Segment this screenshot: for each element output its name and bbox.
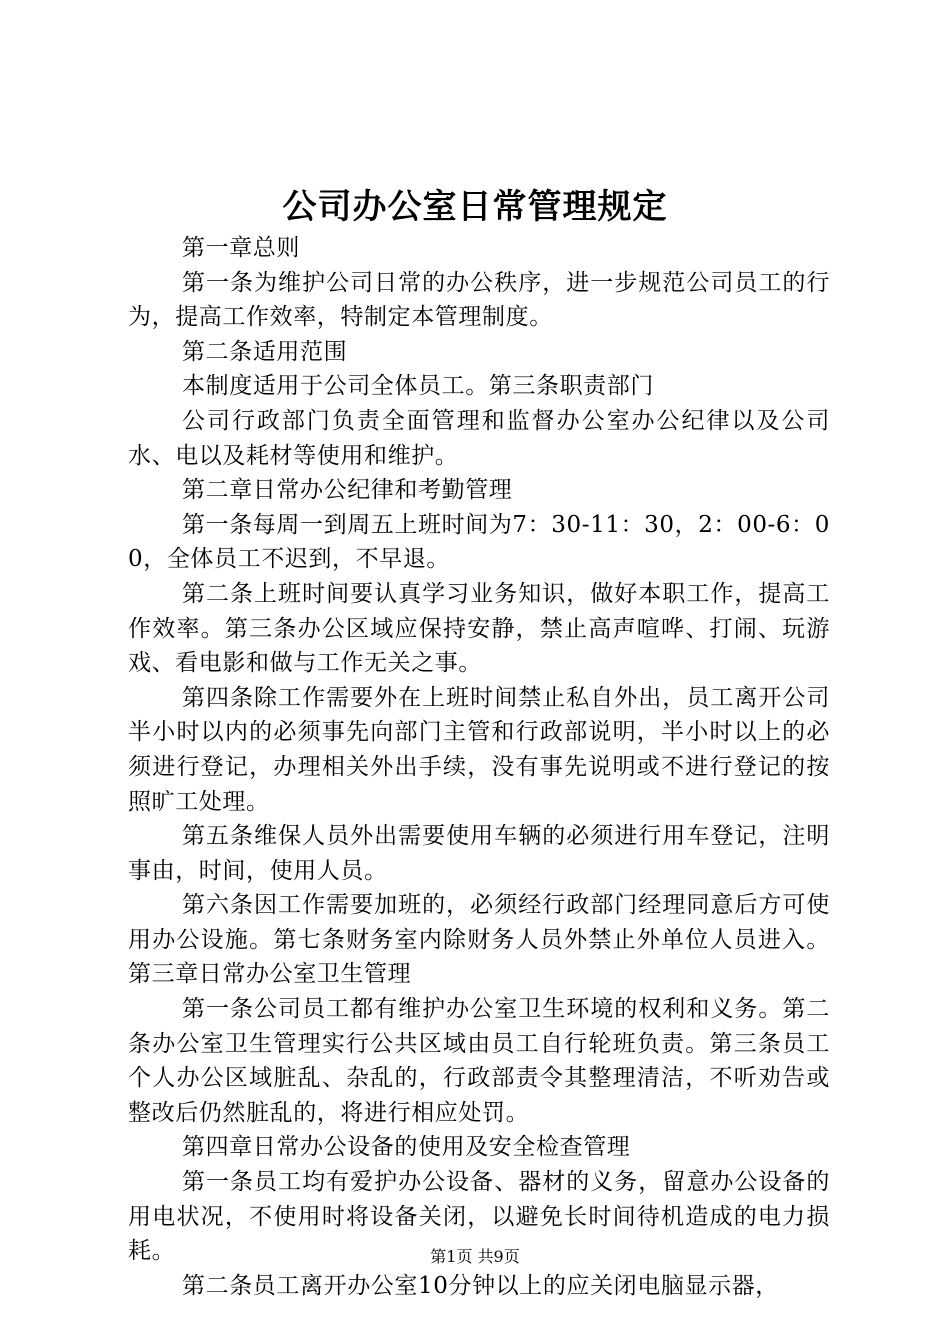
paragraph-article: 第二条适用范围	[182, 338, 348, 365]
paragraph-article: 第六条因工作需要加班的，必须经行政部门经理同意后方可使用办公设施。第七条财务室内除财务人员外禁止外单位人员进入。第三章日常办公室卫生管理	[128, 892, 830, 988]
paragraph-article: 第一条公司员工都有维护办公室卫生环境的权利和义务。第二条办公室卫生管理实行公共区域由员工自行轮班负责。第三条员工个人办公区域脏乱、杂乱的，行政部责令其整理清洁，不听劝告或整改后仍然脏乱的，将进行相应处罚。	[128, 996, 830, 1126]
paragraph-article: 第五条维保人员外出需要使用车辆的必须进行用车登记，注明事由，时间，使用人员。	[128, 823, 830, 884]
paragraph-article: 公司行政部门负责全面管理和监督办公室办公纪律以及公司水、电以及耗材等使用和维护。	[128, 407, 830, 469]
paragraph-article: 第一条每周一到周五上班时间为7：30-11：30，2：00-6：00，全体员工不迟到，不早退。	[128, 511, 830, 573]
paragraph-chapter-1-heading: 第一章总则	[182, 235, 300, 261]
paragraph-article: 第一条为维护公司日常的办公秩序，进一步规范公司员工的行为，提高工作效率，特制定本管理制度。	[128, 269, 830, 331]
paragraph-article: 第二条员工离开办公室10分钟以上的应关闭电脑显示器，	[182, 1272, 779, 1299]
paragraph-article: 第一条员工均有爱护办公设备、器材的义务，留意办公设备的用电状况，不使用时将设备关闭，以避免长时间待机造成的电力损耗。	[128, 1169, 830, 1265]
paragraph-article: 第四条除工作需要外在上班时间禁止私自外出，员工离开公司半小时以内的必须事先向部门主管和行政部说明，半小时以上的必须进行登记，办理相关外出手续，没有事先说明或不进行登记的按照旷工处理。	[128, 684, 830, 815]
document-body	[128, 231, 830, 1303]
page-number-footer: 第1页 共9页	[430, 1247, 520, 1266]
paragraph-article: 第二条上班时间要认真学习业务知识，做好本职工作，提高工作效率。第三条办公区域应保持安静，禁止高声喧哗、打闹、玩游戏、看电影和做与工作无关之事。	[128, 580, 830, 677]
document-title: 公司办公室日常管理规定	[282, 187, 668, 227]
paragraph-article: 本制度适用于公司全体员工。第三条职责部门	[182, 373, 654, 400]
paragraph-chapter-2-heading: 第二章日常办公纪律和考勤管理	[182, 477, 513, 504]
paragraph-chapter-4-heading: 第四章日常办公设备的使用及安全检查管理	[182, 1134, 631, 1161]
